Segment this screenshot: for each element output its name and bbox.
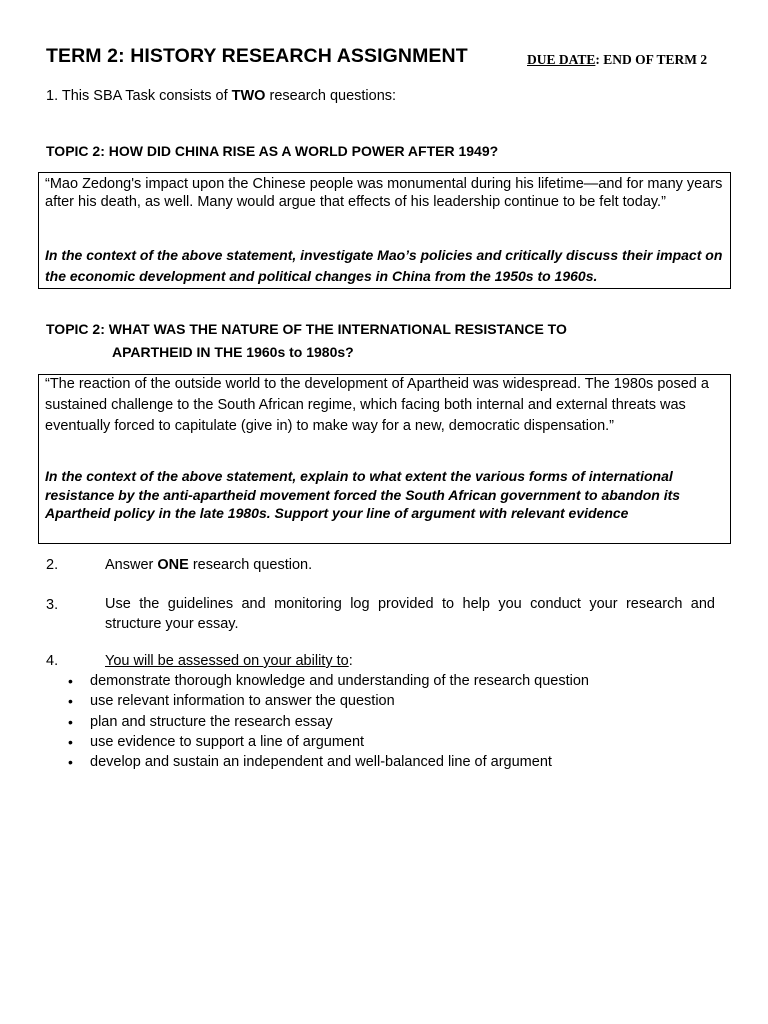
topic2-quote: “The reaction of the outside world to the development of Apartheid was widespread. The 1980s posed a sustained challenge to the South African regime, which facing both internal and external threats was eventually forced to capitulate (give in) to make way for a new, democratic dispensation.”: [45, 376, 709, 434]
intro-emphasis: TWO: [231, 88, 266, 104]
topic2-heading-line2: APARTHEID IN THE 1960s to 1980s?: [112, 344, 354, 360]
topic2-instruction: In the context of the above statement, explain to what extent the various forms of international resistance by the anti-apartheid movement forced the South African government to abandon its Apartheid policy in the late 1980s. Support your line of argument with relevant evidence: [45, 468, 681, 521]
list-item-text: plan and structure the research essay: [90, 713, 333, 730]
item-4-underlined: You will be assessed on your ability to: [105, 653, 349, 669]
list-item: [46, 712, 589, 732]
item-number-4: 4.: [46, 653, 59, 669]
assessment-criteria-list: [46, 671, 589, 772]
list-item: [46, 691, 589, 711]
item-number-3: 3.: [46, 597, 59, 613]
item-number-2: 2.: [46, 557, 59, 573]
topic1-quote: “Mao Zedong's impact upon the Chinese people was monumental during his lifetime—and for many years after his death, as well. Many would argue that effects of his leadership continue to be felt today.”: [45, 176, 723, 210]
list-item: [46, 752, 589, 772]
topic1-heading: TOPIC 2: HOW DID CHINA RISE AS A WORLD POWER AFTER 1949?: [46, 143, 499, 159]
item-2-prefix: Answer: [105, 557, 158, 573]
bullet-icon: •: [68, 754, 73, 771]
page-title: TERM 2: HISTORY RESEARCH ASSIGNMENT: [46, 45, 468, 67]
list-item-text: use evidence to support a line of argument: [90, 733, 365, 750]
bullet-icon: •: [68, 693, 73, 710]
due-date-value: : END OF TERM 2: [595, 52, 708, 67]
due-date: [527, 52, 707, 68]
list-item-text: develop and sustain an independent and well-balanced line of argument: [90, 754, 552, 771]
intro-suffix: research questions:: [265, 88, 397, 104]
list-item-text: use relevant information to answer the question: [90, 693, 395, 710]
item-4-colon: :: [348, 653, 353, 669]
bullet-icon: •: [68, 673, 73, 689]
topic2-heading-line1: TOPIC 2: WHAT WAS THE NATURE OF THE INTERNATIONAL RESISTANCE TO: [46, 321, 567, 337]
item-4-text: [105, 652, 715, 672]
list-item-text: demonstrate thorough knowledge and understanding of the research question: [90, 673, 589, 689]
item-2-text: [105, 556, 715, 576]
list-item: [46, 732, 589, 752]
topic1-instruction: In the context of the above statement, investigate Mao’s policies and critically discuss their impact on the economic development and political changes in China from the 1950s to 1960s.: [45, 247, 723, 284]
intro-prefix: 1. This SBA Task consists of: [46, 88, 232, 104]
item-2-suffix: research question.: [188, 557, 313, 573]
intro-line: [46, 88, 396, 104]
bullet-icon: •: [68, 733, 73, 750]
due-date-label: DUE DATE: [527, 52, 596, 67]
item-3-text: Use the guidelines and monitoring log provided to help you conduct your research and structure your essay.: [105, 596, 715, 632]
list-item: [46, 671, 589, 691]
item-2-emphasis: ONE: [157, 557, 189, 573]
bullet-icon: •: [68, 713, 73, 730]
